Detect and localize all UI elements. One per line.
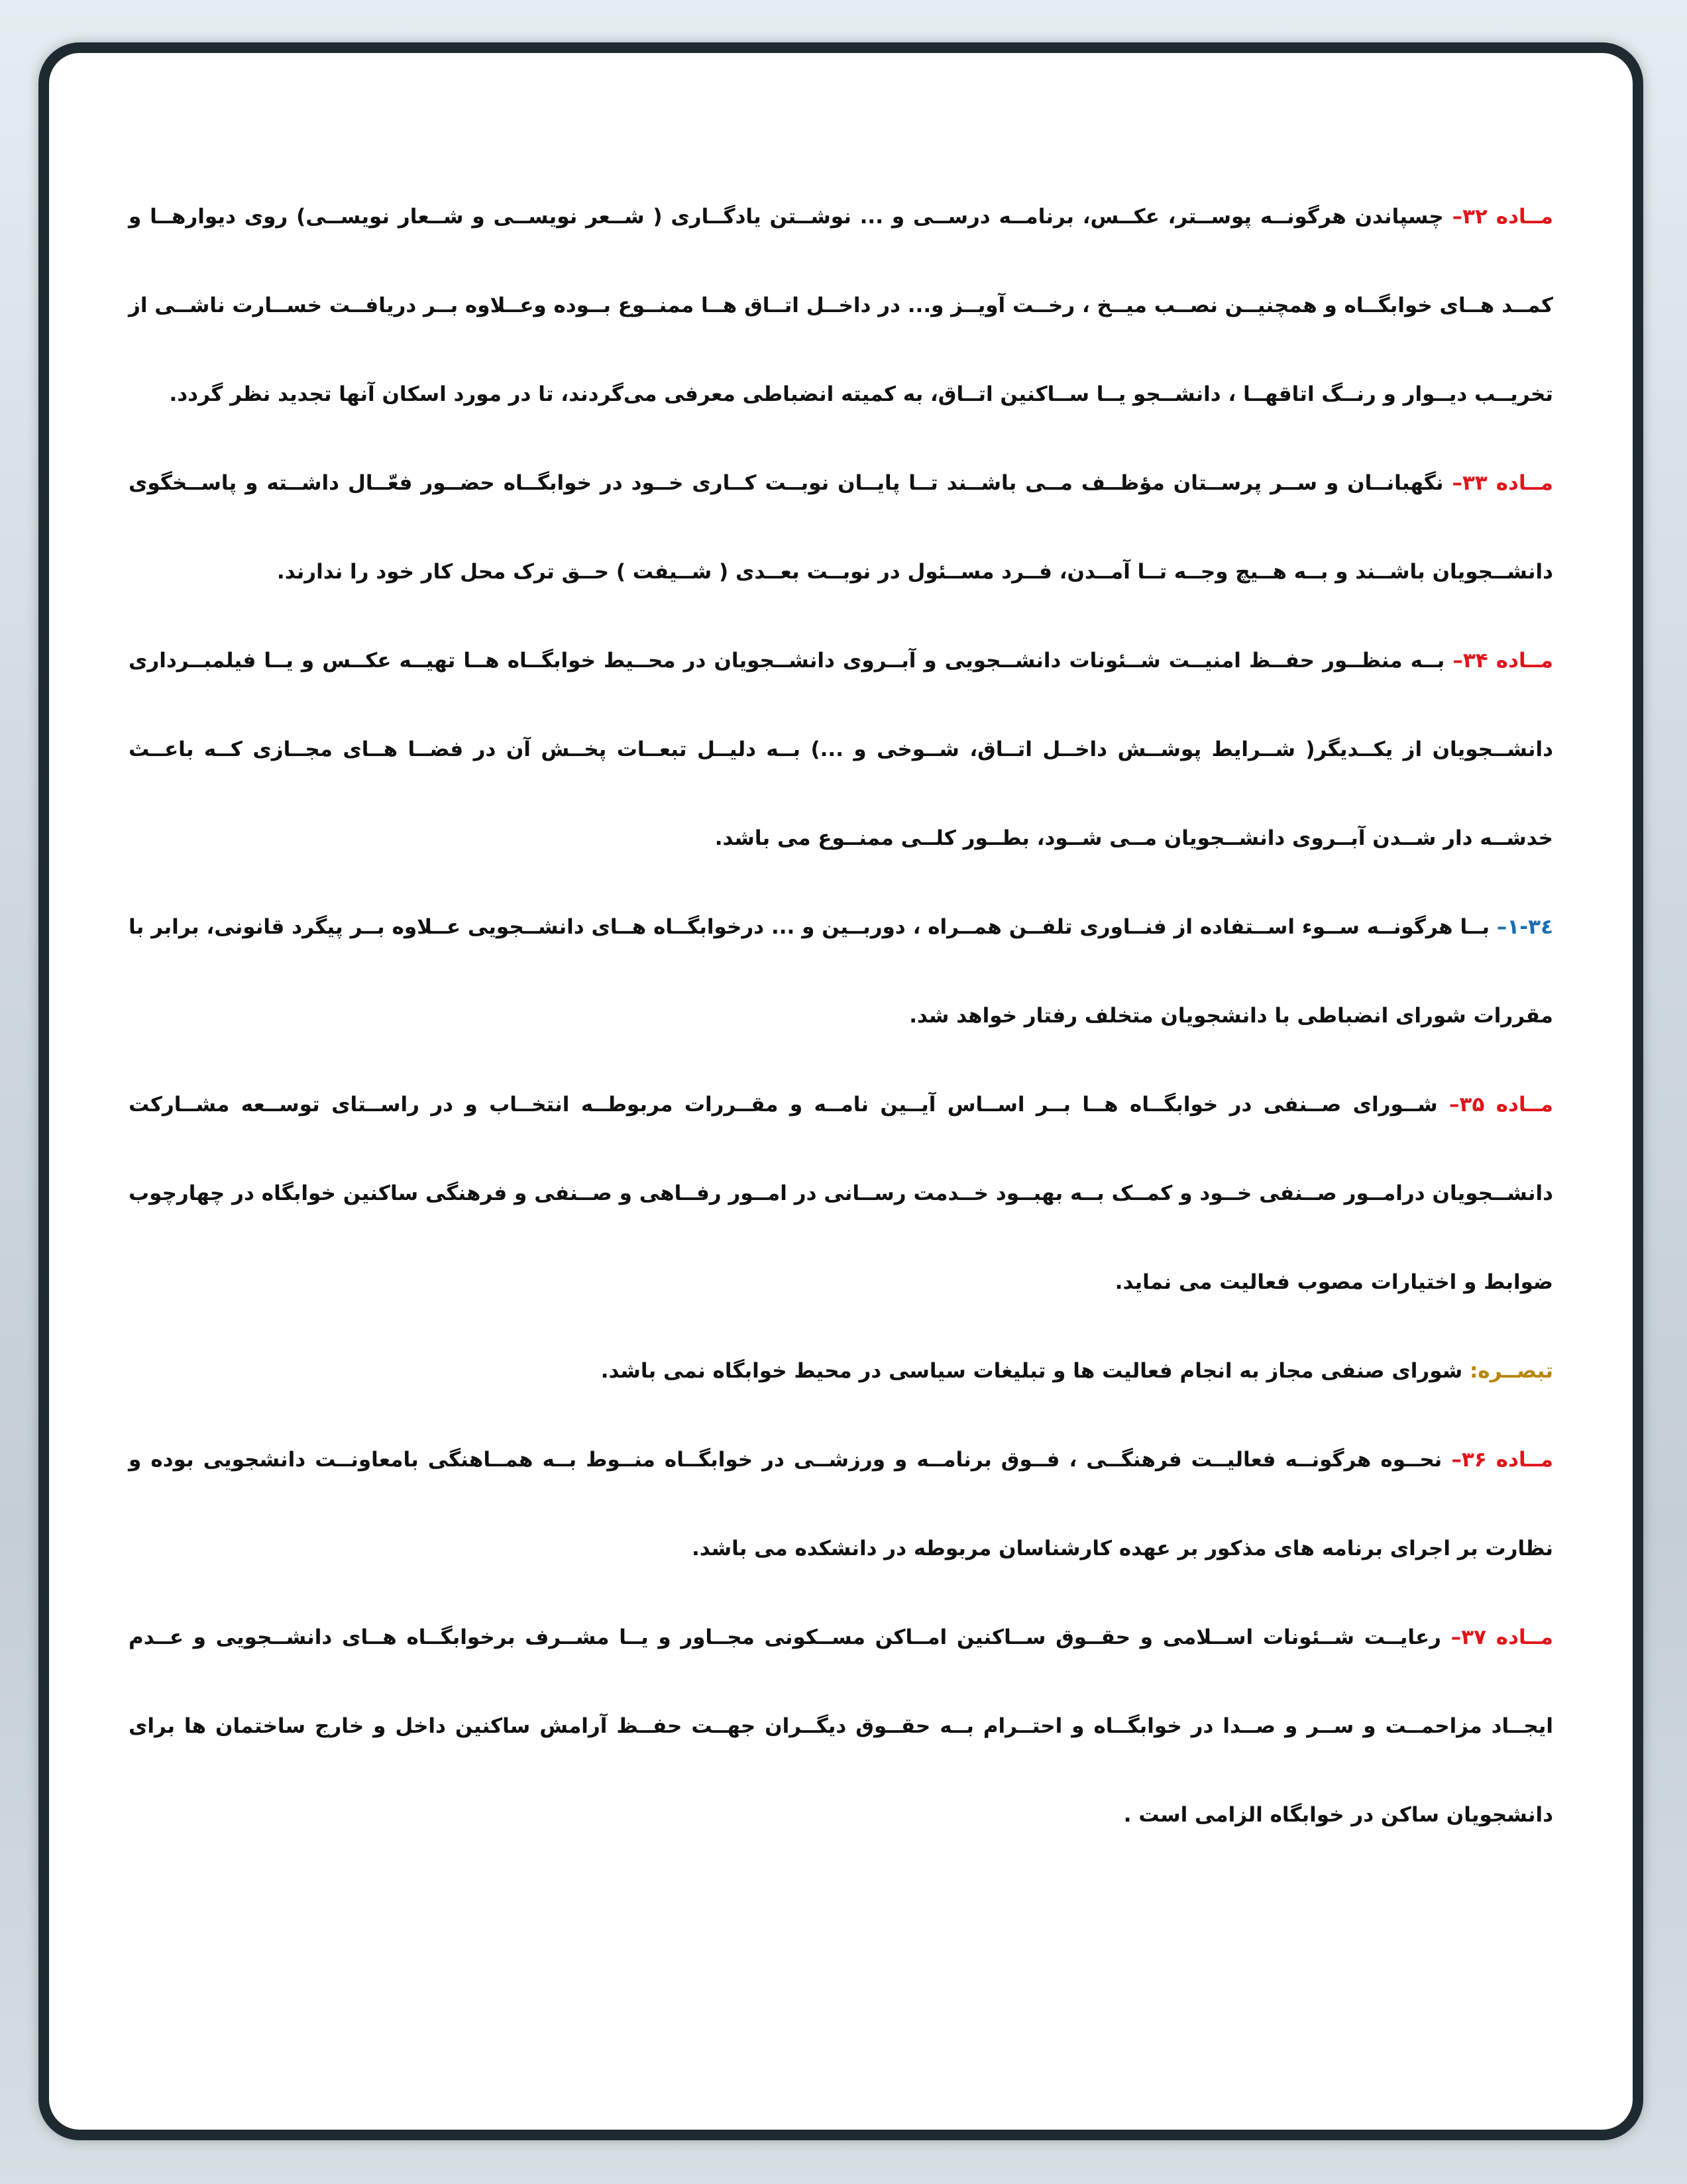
article-35 [129,1060,1553,1327]
note-35 [129,1327,1553,1415]
article-36 [129,1415,1553,1593]
article-label: مــاده ۳۲– [1452,205,1553,229]
note-label: تبصــره: [1469,1359,1553,1383]
article-label: مــاده ۳۳– [1452,471,1553,495]
article-text: بــه منظــور حفــظ امنیــت شــئونات دانشــجویی و آبــروی دانشــجویان در محــیط خوابگــاه هــا تهیــه عکــس و یــا فیلمبــرداری دانشــجویان از یکــدیگر( شــرایط پوشــش داخــل اتــاق، شــوخی و ...) بــه دلیــل تبعــات پخــش آن در فضــا هــای مجــازی کــه باعــث خدشــه دار شــدن آبــروی دانشــجویان مــی شــود، بطــور کلــی ممنــوع می باشد. [129,649,1553,850]
sub-article-label: ۱-۳٤– [1496,915,1553,939]
article-text: نگهبانــان و ســر پرســتان مؤظــف مــی باشــند تــا پایــان نوبــت کــاری خــود در خوابگــاه حضــور فعّــال داشــته و پاســخگوی دانشــجویان باشــند و بــه هــیچ وجــه تــا آمــدن، فــرد مســئول در نوبــت بعــدی ( شــیفت ) حــق ترک محل کار خود را ندارند. [129,471,1553,584]
article-label: مــاده ۳۵– [1449,1093,1553,1117]
article-text: نحــوه هرگونــه فعالیــت فرهنگــی ، فــوق برنامــه و ورزشــی در خوابگــاه منــوط بــه همــاهنگی بامعاونــت دانشجویی بوده و نظارت بر اجرای برنامه های مذکور بر عهده کارشناسان مربوطه در دانشکده می باشد. [129,1448,1553,1560]
document-body [129,172,1553,1859]
article-33 [129,439,1553,616]
article-text: رعایــت شــئونات اســلامی و حقــوق ســاکنین امــاکن مســکونی مجــاور و یــا مشــرف برخوابگــاه هــای دانشــجویی و عــدم ایجــاد مزاحمــت و ســر و صــدا در خوابگــاه و احتــرام بــه حقــوق دیگــران جهــت حفــظ آرامش ساکنین داخل و خارج ساختمان ها برای دانشجویان ساکن در خوابگاه الزامی است . [129,1625,1553,1827]
article-32 [129,172,1553,439]
article-text: شــورای صــنفی در خوابگــاه هــا بــر اســاس آیــین نامــه و مقــررات مربوطــه انتخــاب و در راســتای توســعه مشــارکت دانشــجویان درامــور صــنفی خــود و کمــک بــه بهبــود خــدمت رســانی در امــور رفــاهی و صــنفی و فرهنگی ساکنین خوابگاه در چهارچوب ضوابط و اختیارات مصوب فعالیت می نماید. [129,1093,1553,1294]
page-frame [38,42,1643,2140]
article-label: مــاده ۳۴– [1452,649,1554,673]
article-37 [129,1593,1553,1859]
article-34 [129,616,1553,883]
article-label: مــاده ۳۶– [1451,1448,1553,1472]
article-label: مــاده ۳۷– [1450,1625,1554,1649]
article-text: بــا هرگونــه ســوء اســتفاده از فنــاوری تلفــن همــراه ، دوربــین و ... درخوابگــاه هــای دانشــجویی عــلاوه بــر پیگرد قانونی، برابر با مقررات شورای انضباطی با دانشجویان متخلف رفتار خواهد شد. [129,915,1553,1028]
article-34-1 [129,883,1553,1060]
note-text: شورای صنفی مجاز به انجام فعالیت ها و تبلیغات سیاسی در محیط خوابگاه نمی باشد. [600,1359,1470,1383]
article-text: چسپاندن هرگونــه پوســتر، عکــس، برنامــه درســی و ... نوشــتن یادگــاری ( شــعر نویســی و شــعار نویســی) روی دیوارهــا و کمــد هــای خوابگــاه و همچنیــن نصــب میــخ ، رخــت آویــز و... در داخــل اتــاق هــا ممنــوع بــوده وعــلاوه بــر دریافــت خســارت ناشــی از تخریــب دیــوار و رنــگ اتاقهــا ، دانشــجو یــا ســاکنین اتــاق، به کمیته انضباطی معرفی می‌گردند، تا در مورد اسکان آنها تجدید نظر گردد. [129,205,1553,406]
